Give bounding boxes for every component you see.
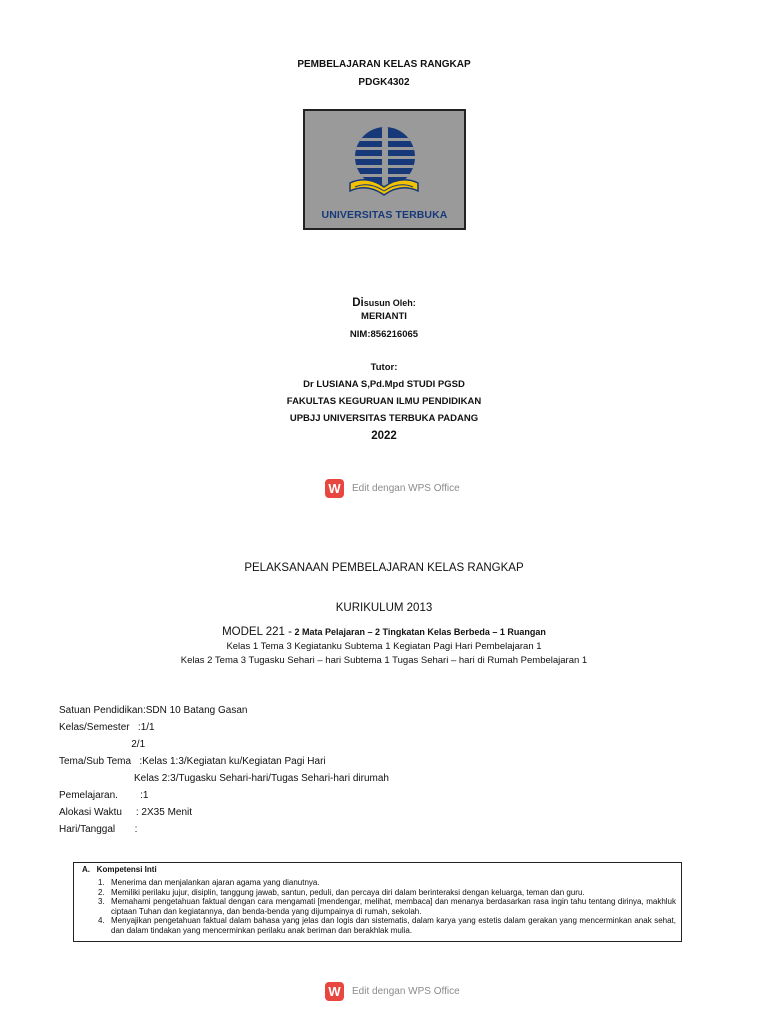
- field-kelas-semester-2: 2/1: [59, 739, 146, 750]
- field-kelas-semester: Kelas/Semester :1/1: [59, 722, 155, 733]
- field-alokasi-waktu: Alokasi Waktu : 2X35 Menit: [59, 807, 193, 818]
- field-hari-tanggal: Hari/Tanggal :: [59, 824, 138, 835]
- field-tema: Tema/Sub Tema :Kelas 1:3/Kegiatan ku/Kegiatan Pagi Hari: [59, 756, 326, 767]
- author-label-rest: susun Oleh:: [363, 298, 416, 308]
- field-pembelajaran: Pemelajaran. :1: [59, 790, 149, 801]
- document-title: PEMBELAJARAN KELAS RANGKAP: [297, 59, 471, 70]
- tutor-label: Tutor:: [370, 362, 398, 373]
- model-main: MODEL 221 -: [222, 626, 292, 638]
- wps-edit-text: Edit dengan WPS Office: [352, 985, 460, 997]
- list-item-text: Memiliki perilaku jujur, disiplin, tanggung jawab, santun, peduli, dan percaya diri dalam berinteraksi dengan keluarga, teman dan guru.: [111, 887, 585, 897]
- list-item-text: Memahami pengetahuan faktual dengan cara mengamati [mendengar, melihat, membaca] dan menanya berdasarkan rasa ingin tahu tentang dirinya, makhluk ciptaan Tuhan dan kegiatannya, dan benda-benda yang dijumpainya di rumah, sekolah.: [111, 897, 676, 916]
- author-name: MERIANTI: [361, 311, 407, 322]
- list-item-number: 1.: [98, 878, 105, 887]
- course-code: PDGK4302: [358, 77, 410, 88]
- author-label-big: Di: [352, 297, 364, 309]
- kompetensi-inti-box: [73, 862, 682, 942]
- university-logo: [303, 109, 466, 230]
- list-item: [98, 897, 676, 916]
- wps-edit-link-top[interactable]: [325, 478, 460, 498]
- list-item: [98, 888, 676, 898]
- curriculum-title: KURIKULUM 2013: [335, 602, 433, 614]
- model-title: [0, 622, 768, 640]
- lesson-heading: PELAKSANAAN PEMBELAJARAN KELAS RANGKAP: [244, 562, 524, 574]
- faculty-name: FAKULTAS KEGURUAN ILMU PENDIDIKAN: [286, 396, 482, 407]
- list-item-text: Menerima dan menjalankan ajaran agama yang dianutnya.: [111, 878, 320, 887]
- list-item-number: 3.: [98, 897, 105, 907]
- field-satuan: Satuan Pendidikan:SDN 10 Batang Gasan: [59, 705, 248, 716]
- wps-office-icon: W: [325, 479, 344, 498]
- wps-office-icon: W: [325, 982, 344, 1001]
- list-item: [98, 878, 676, 888]
- unit-name: UPBJJ UNIVERSITAS TERBUKA PADANG: [289, 413, 479, 424]
- author-nim: NIM:856216065: [349, 329, 419, 340]
- class1-line: Kelas 1 Tema 3 Kegiatanku Subtema 1 Kegiatan Pagi Hari Pembelajaran 1: [226, 641, 542, 652]
- model-sub: 2 Mata Pelajaran – 2 Tingkatan Kelas Berbeda – 1 Ruangan: [291, 627, 546, 637]
- author-label: [0, 293, 768, 311]
- tutor-name: Dr LUSIANA S,Pd.Mpd STUDI PGSD: [303, 379, 465, 390]
- logo-text: UNIVERSITAS TERBUKA: [321, 209, 448, 221]
- wps-edit-text: Edit dengan WPS Office: [352, 482, 460, 494]
- field-tema-2: Kelas 2:3/Tugasku Sehari-hari/Tugas Sehari-hari dirumah: [59, 773, 389, 784]
- list-item: [98, 916, 676, 935]
- kompetensi-list: [98, 878, 676, 936]
- wps-edit-link-bottom[interactable]: [325, 981, 460, 1001]
- list-item-number: 2.: [98, 887, 105, 897]
- year: 2022: [371, 430, 397, 442]
- class2-line: Kelas 2 Tema 3 Tugasku Sehari – hari Subtema 1 Tugas Sehari – hari di Rumah Pembelajaran 1: [180, 655, 588, 666]
- list-item-number: 4.: [98, 916, 105, 926]
- kompetensi-heading: A. Kompetensi Inti: [82, 865, 157, 874]
- list-item-text: Menyajikan pengetahuan faktual dalam bahasa yang jelas dan logis dan sistematis, dalam karya yang estetis dalam gerakan yang mencerminkan anak sehat, dan dalam tindakan yang mencerminkan perilaku anak beriman dan berakhlak mulia.: [111, 916, 676, 935]
